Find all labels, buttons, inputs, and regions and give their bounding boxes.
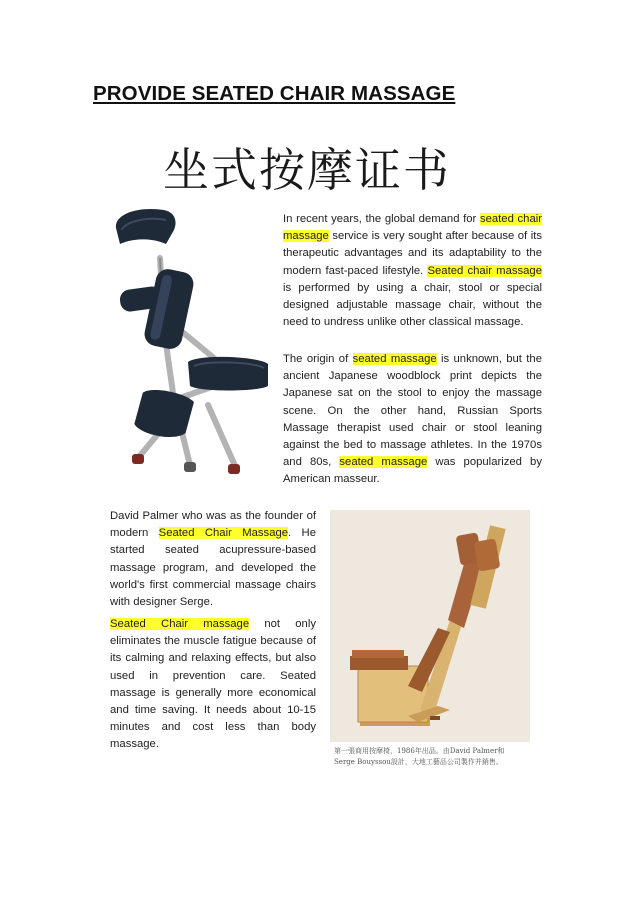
caption-line-1: 第一張商用按摩椅，1986年出品。由David Palmer和 — [334, 747, 505, 755]
text-segment: was popularized by American masseur. — [283, 456, 542, 486]
palmer-paragraph — [110, 508, 316, 611]
text-segment: . He started seated acupressure-based massage program, and developed the world's first commercial massage chairs with designer Serge. — [110, 527, 316, 609]
caption-line-2: Serge Bouyssou設計，大地工藝品公司製作并銷售。 — [334, 758, 503, 766]
text-segment: David Palmer who was as the founder of modern — [110, 510, 316, 540]
highlight-seated-massage: seated massage — [352, 353, 437, 365]
text-segment: is performed by using a chair, stool or special designed adjustable massage chair, without the need to undress unlike other classical massage. — [283, 281, 542, 329]
text-segment: The origin of — [283, 353, 353, 365]
text-segment: not only eliminates the muscle fatigue because of its calming and relaxing effects, but also used in prevention care. Seated massage is generally more economical and time saving. It needs about 10-15 minutes and cost less than body massage. — [110, 618, 316, 751]
wooden-massage-chair-photo — [330, 510, 530, 742]
highlight-seated-chair-massage-2: Seated chair massage — [427, 264, 542, 277]
text-segment: service is very sought after because of its therapeutic advantages and its adaptability to the modern fast-paced lifestyle. — [283, 230, 542, 277]
highlight-seated-chair-massage-3: Seated Chair Massage — [158, 527, 289, 540]
photo-caption — [334, 746, 534, 768]
benefits-paragraph — [110, 616, 316, 754]
highlight-seated-chair-massage: seated chair massage — [283, 213, 542, 243]
text-segment: In recent years, the global demand for — [283, 213, 480, 225]
black-massage-chair-image — [108, 200, 276, 490]
origin-paragraph — [283, 351, 542, 489]
intro-paragraph — [283, 211, 542, 331]
highlight-seated-chair-massage-4: Seated Chair massage — [110, 618, 250, 630]
chinese-title: 坐式按摩证书 — [163, 143, 451, 197]
highlight-seated-massage-2: seated massage — [339, 456, 428, 469]
text-segment: is unknown, but the ancient Japanese woodblock print depicts the Japanese sat on the stool to enjoy the massage scene. On the other hand, Russian Sports Massage therapist used chair or stool leaning against the bed to massage athletes. In the 1970s and 80s, — [283, 353, 542, 469]
page-title: PROVIDE SEATED CHAIR MASSAGE — [93, 82, 456, 105]
